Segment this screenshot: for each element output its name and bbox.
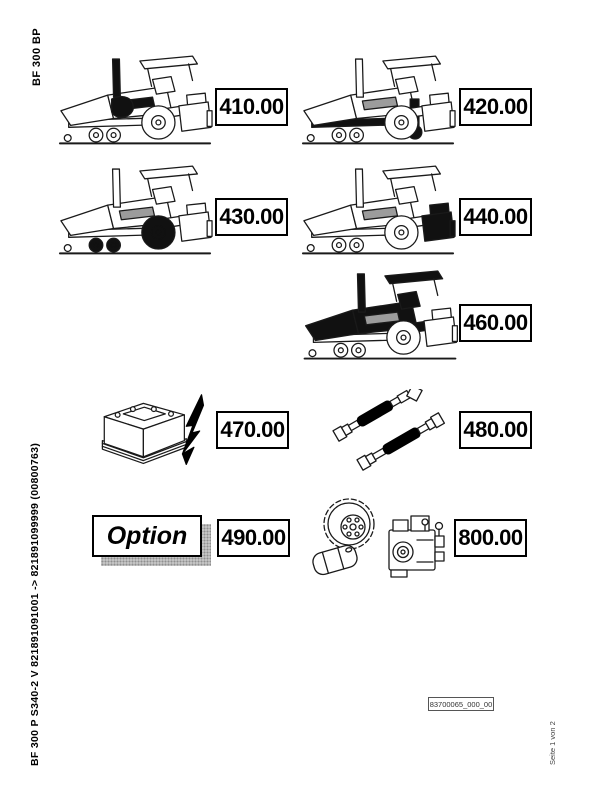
part-number-plate-410[interactable]: 410.00 xyxy=(215,88,288,126)
part-number-plate-470[interactable]: 470.00 xyxy=(216,411,289,449)
page-indicator: Seite 1 von 2 xyxy=(548,721,557,765)
model-label-top: BF 300 BP xyxy=(31,27,43,86)
option-label: Option xyxy=(106,521,188,550)
part-number-plate-460[interactable]: 460.00 xyxy=(459,304,532,342)
part-number-plate-800[interactable]: 800.00 xyxy=(454,519,527,557)
option-box[interactable] xyxy=(92,515,214,573)
model-serial-label: BF 300 P S340-2 V 821891091001 -> 821891099999 (00800763) xyxy=(29,442,41,766)
part-number-plate-420[interactable]: 420.00 xyxy=(459,88,532,126)
part-number-plate-490[interactable]: 490.00 xyxy=(217,519,290,557)
paver-illustration-420[interactable] xyxy=(300,54,456,147)
drive-hub-pump-assembly-icon[interactable] xyxy=(305,494,455,586)
paver-illustration-410[interactable] xyxy=(57,54,213,147)
paver-illustration-430[interactable] xyxy=(57,164,213,257)
battery-lightning-icon[interactable] xyxy=(90,391,212,473)
part-number-plate-480[interactable]: 480.00 xyxy=(459,411,532,449)
part-number-plate-430[interactable]: 430.00 xyxy=(215,198,288,236)
document-number-box: 83700065_000_00 xyxy=(428,697,494,711)
part-number-plate-440[interactable]: 440.00 xyxy=(459,198,532,236)
paver-illustration-440[interactable] xyxy=(300,164,456,257)
hydraulic-hoses-icon[interactable] xyxy=(331,389,457,471)
paver-illustration-460[interactable] xyxy=(301,269,459,362)
